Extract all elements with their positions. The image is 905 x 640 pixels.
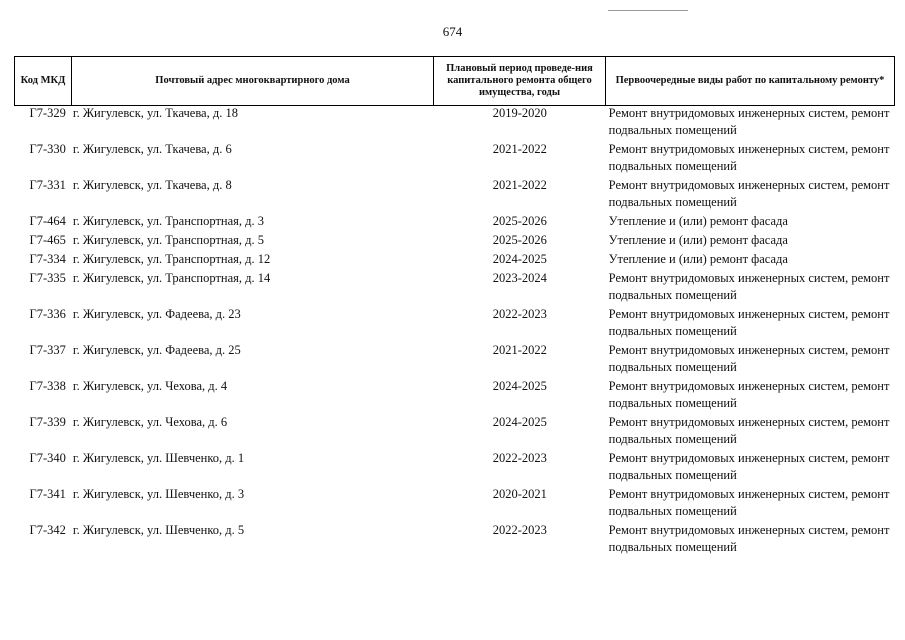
table-header xyxy=(14,56,895,106)
table-row xyxy=(14,522,894,556)
table-row xyxy=(14,232,894,249)
cell-code: Г7-335 xyxy=(29,271,66,285)
cell-address: г. Жигулевск, ул. Шевченко, д. 5 xyxy=(72,523,245,537)
cell-code: Г7-339 xyxy=(29,415,66,429)
cell-code: Г7-342 xyxy=(29,523,66,537)
cell-address: г. Жигулевск, ул. Чехова, д. 4 xyxy=(72,379,228,393)
table-row xyxy=(14,414,894,448)
cell-works: Ремонт внутридомовых инженерных систем, ремонт подвальных помещений xyxy=(608,307,890,338)
cell-works: Ремонт внутридомовых инженерных систем, ремонт подвальных помещений xyxy=(608,451,890,482)
cell-period: 2020-2021 xyxy=(492,487,547,501)
cell-address: г. Жигулевск, ул. Шевченко, д. 1 xyxy=(72,451,245,465)
cell-address: г. Жигулевск, ул. Фадеева, д. 23 xyxy=(72,307,241,321)
cell-period: 2021-2022 xyxy=(492,142,547,156)
cell-code: Г7-336 xyxy=(29,307,66,321)
cell-period: 2019-2020 xyxy=(492,106,547,120)
cell-address: г. Жигулевск, ул. Ткачева, д. 8 xyxy=(72,178,232,192)
header-address: Почтовый адрес многоквартирного дома xyxy=(72,57,434,106)
cell-period: 2022-2023 xyxy=(492,523,547,537)
cell-period: 2023-2024 xyxy=(492,271,547,285)
page-number: 674 xyxy=(442,24,463,39)
cell-period: 2022-2023 xyxy=(492,451,547,465)
cell-period: 2024-2025 xyxy=(492,252,547,266)
cell-code: Г7-341 xyxy=(29,487,66,501)
table-row xyxy=(14,251,894,268)
table-row xyxy=(14,306,894,340)
table-row xyxy=(14,378,894,412)
cell-address: г. Жигулевск, ул. Транспортная, д. 12 xyxy=(72,252,271,266)
cell-period: 2021-2022 xyxy=(492,343,547,357)
cell-works: Ремонт внутридомовых инженерных систем, ремонт подвальных помещений xyxy=(608,523,890,554)
cell-code: Г7-330 xyxy=(29,142,66,156)
cell-code: Г7-465 xyxy=(29,233,66,247)
header-period: Плановый период проведе-ния капитального ремонта общего имущества, годы xyxy=(434,57,606,106)
cell-works: Утепление и (или) ремонт фасада xyxy=(608,214,788,228)
cell-address: г. Жигулевск, ул. Ткачева, д. 6 xyxy=(72,142,232,156)
cell-period: 2024-2025 xyxy=(492,415,547,429)
cell-period: 2025-2026 xyxy=(492,233,547,247)
cell-address: г. Жигулевск, ул. Шевченко, д. 3 xyxy=(72,487,245,501)
cell-works: Ремонт внутридомовых инженерных систем, ремонт подвальных помещений xyxy=(608,487,890,518)
cell-period: 2021-2022 xyxy=(492,178,547,192)
table-row xyxy=(14,213,894,230)
cell-period: 2025-2026 xyxy=(492,214,547,228)
cell-address: г. Жигулевск, ул. Транспортная, д. 14 xyxy=(72,271,271,285)
cell-code: Г7-329 xyxy=(29,106,66,120)
cell-works: Ремонт внутридомовых инженерных систем, ремонт подвальных помещений xyxy=(608,142,890,173)
cell-works: Утепление и (или) ремонт фасада xyxy=(608,252,788,266)
table-row xyxy=(14,486,894,520)
table-row xyxy=(14,342,894,376)
cell-works: Ремонт внутридомовых инженерных систем, ремонт подвальных помещений xyxy=(608,178,890,209)
table-row xyxy=(14,270,894,304)
cell-address: г. Жигулевск, ул. Транспортная, д. 5 xyxy=(72,233,265,247)
cell-code: Г7-334 xyxy=(29,252,66,266)
cell-address: г. Жигулевск, ул. Транспортная, д. 3 xyxy=(72,214,265,228)
cell-works: Ремонт внутридомовых инженерных систем, ремонт подвальных помещений xyxy=(608,415,890,446)
header-works: Первоочередные виды работ по капитальному ремонту* xyxy=(606,57,895,106)
cell-address: г. Жигулевск, ул. Чехова, д. 6 xyxy=(72,415,228,429)
cell-code: Г7-464 xyxy=(29,214,66,228)
cell-works: Утепление и (или) ремонт фасада xyxy=(608,233,788,247)
cell-period: 2024-2025 xyxy=(492,379,547,393)
cell-address: г. Жигулевск, ул. Ткачева, д. 18 xyxy=(72,106,238,120)
table-row xyxy=(14,141,894,175)
cell-code: Г7-331 xyxy=(29,178,66,192)
cell-code: Г7-338 xyxy=(29,379,66,393)
header-row xyxy=(15,57,895,106)
cell-works: Ремонт внутридомовых инженерных систем, ремонт подвальных помещений xyxy=(608,106,890,137)
table-row xyxy=(14,105,894,139)
cell-works: Ремонт внутридомовых инженерных систем, ремонт подвальных помещений xyxy=(608,343,890,374)
header-code: Код МКД xyxy=(15,57,72,106)
top-rule xyxy=(608,10,688,11)
table-body xyxy=(14,105,894,558)
table-row xyxy=(14,450,894,484)
cell-code: Г7-340 xyxy=(29,451,66,465)
cell-period: 2022-2023 xyxy=(492,307,547,321)
table-row xyxy=(14,177,894,211)
cell-works: Ремонт внутридомовых инженерных систем, ремонт подвальных помещений xyxy=(608,379,890,410)
cell-code: Г7-337 xyxy=(29,343,66,357)
cell-works: Ремонт внутридомовых инженерных систем, ремонт подвальных помещений xyxy=(608,271,890,302)
cell-address: г. Жигулевск, ул. Фадеева, д. 25 xyxy=(72,343,241,357)
